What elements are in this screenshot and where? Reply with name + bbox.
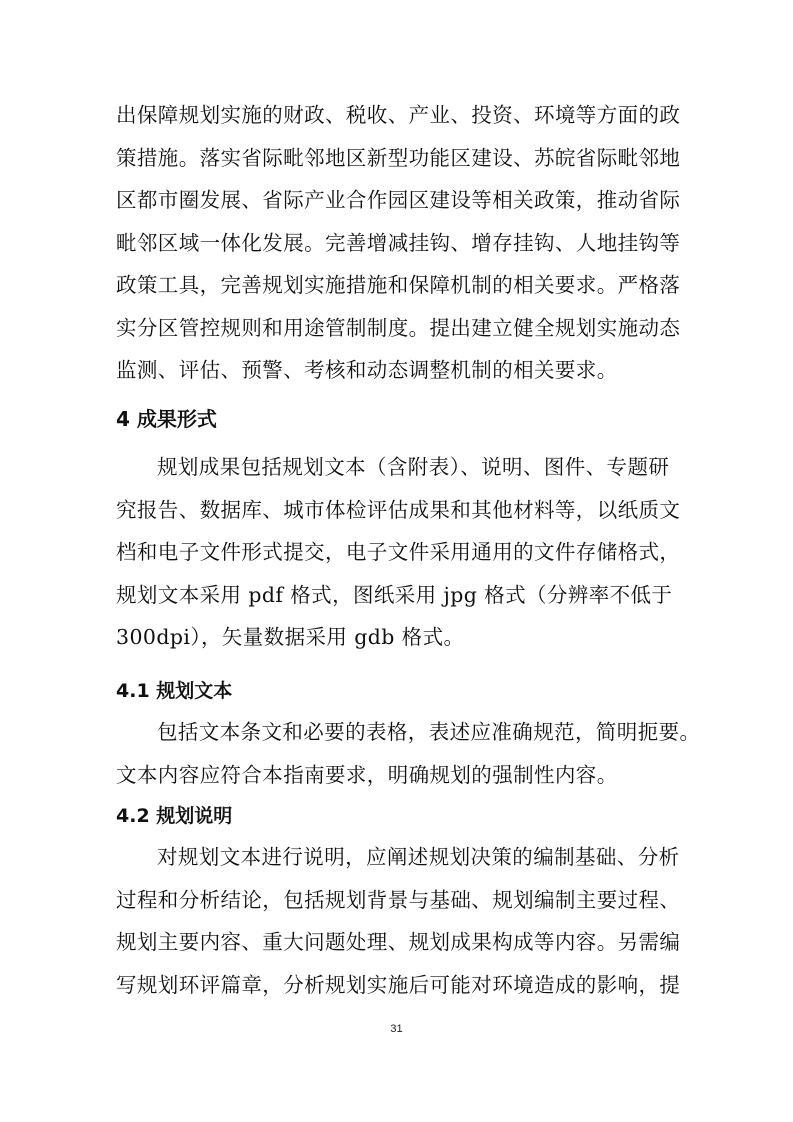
text-line: 政策工具，完善规划实施措施和保障机制的相关要求。严格落: [116, 273, 681, 297]
text-line: 监测、评估、预警、考核和动态调整机制的相关要求。: [116, 358, 618, 382]
section-heading-4-1: 4.1 规划文本: [116, 680, 233, 702]
text-line: 区都市圈发展、省际产业合作园区建设等相关政策，推动省际: [116, 188, 681, 212]
text-line: 策措施。落实省际毗邻地区新型功能区建设、苏皖省际毗邻地: [116, 145, 681, 170]
section-4-2-paragraph: [116, 836, 686, 1006]
section-4-1-paragraph: [116, 711, 701, 796]
text-line: 过程和分析结论，包括规划背景与基础、规划编制主要过程、: [116, 887, 681, 912]
section-heading-4: 4 成果形式: [116, 407, 217, 431]
text-line: 规划主要内容、重大问题处理、规划成果构成等内容。另需编: [116, 930, 681, 954]
text-line: 实分区管控规则和用途管制制度。提出建立健全规划实施动态: [116, 315, 681, 340]
text-line: 档和电子文件形式提交，电子文件采用通用的文件存储格式，: [116, 540, 681, 564]
text-line: 对规划文本进行说明，应阐述规划决策的编制基础、分析: [157, 845, 680, 869]
text-line: 300dpi），矢量数据采用 gdb 格式。: [116, 625, 465, 649]
text-line: 毗邻区域一体化发展。完善增减挂钩、增存挂钩、人地挂钩等: [116, 230, 681, 255]
text-line: 规划成果包括规划文本（含附表）、说明、图件、专题研: [157, 455, 670, 479]
text-line: 究报告、数据库、城市体检评估成果和其他材料等，以纸质文: [116, 497, 681, 522]
section-heading-4-2: 4.2 规划说明: [116, 805, 233, 827]
intro-paragraph: [116, 94, 686, 392]
section-4-paragraph: [116, 446, 686, 659]
text-line: 包括文本条文和必要的表格，表述应准确规范，简明扼要。: [157, 720, 701, 744]
text-line: 规划文本采用 pdf 格式，图纸采用 jpg 格式（分辨率不低于: [116, 582, 673, 607]
page-number: 31: [390, 1023, 403, 1035]
text-line: 出保障规划实施的财政、税收、产业、投资、环境等方面的政: [116, 103, 681, 127]
text-line: 写规划环评篇章，分析规划实施后可能对环境造成的影响，提: [116, 972, 681, 997]
text-line: 文本内容应符合本指南要求，明确规划的强制性内容。: [116, 762, 618, 787]
